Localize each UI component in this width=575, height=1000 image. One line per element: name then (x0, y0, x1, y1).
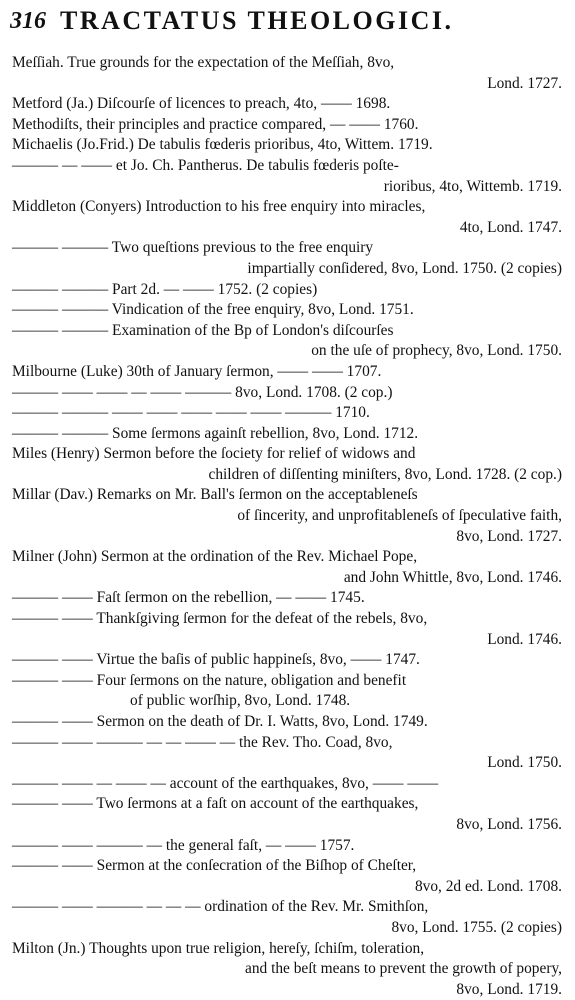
entry-line: Middleton (Conyers) Introduction to his free enquiry into miracles, (12, 198, 426, 216)
catalogue-entry (12, 733, 562, 774)
catalogue-entry (12, 403, 562, 424)
entry-line: Methodiſts, their principles and practice compared, — —— 1760. (12, 115, 419, 133)
running-title: TRACTATUS THEOLOGICI. (60, 6, 454, 35)
catalogue-entry (12, 383, 562, 404)
entry-line-continued: of public worſhip, 8vo, Lond. 1748. (130, 692, 351, 710)
catalogue-entry (12, 424, 562, 445)
catalogue-entry (12, 94, 562, 115)
catalogue-entry (12, 939, 562, 1000)
catalogue-entry (12, 774, 562, 795)
catalogue-entry (12, 836, 562, 857)
entry-line: ——— —— Thankſgiving ſermon for the defeat of the rebels, 8vo, (12, 610, 428, 628)
entry-line-continued: and John Whittle, 8vo, Lond. 1746. (343, 568, 562, 586)
entry-line: ——— —— Virtue the baſis of public happineſs, 8vo, —— 1747. (12, 651, 420, 669)
catalogue-entry (12, 238, 562, 279)
catalogue-entry (12, 897, 562, 938)
catalogue-entry (12, 609, 562, 650)
entry-line: ——— ——— Part 2d. — —— 1752. (2 copies) (12, 280, 318, 298)
catalogue-entry (12, 547, 562, 588)
entry-line-continued: Lond. 1746. (487, 630, 562, 648)
entry-line: ——— —— Four ſermons on the nature, obligation and benefit (12, 671, 407, 689)
entry-line: ——— ——— —— —— —— —— —— ——— 1710. (12, 404, 370, 422)
catalogue-entry (12, 321, 562, 362)
entry-line-continued: 8vo, 2d ed. Lond. 1708. (414, 877, 562, 895)
page-number: 316 (10, 8, 46, 34)
entry-line: Milton (Jn.) Thoughts upon true religion, hereſy, ſchiſm, toleration, (12, 939, 425, 957)
catalogue-entry (12, 485, 562, 547)
entry-line-continued: children of diſſenting miniſters, 8vo, Lond. 1728. (2 cop.) (208, 465, 562, 483)
entry-line: ——— —— —— — —— ——— 8vo, Lond. 1708. (2 cop.) (12, 383, 393, 401)
entry-line-continued: Lond. 1727. (487, 74, 562, 92)
entry-line: ——— —— Two ſermons at a faſt on account of the earthquakes, (12, 795, 419, 813)
entry-line: Michaelis (Jo.Frid.) De tabulis fœderis prioribus, 4to, Wittem. 1719. (12, 136, 433, 154)
catalogue-entry (12, 794, 562, 835)
entry-line-continued: 8vo, Lond. 1727. (456, 527, 562, 545)
catalogue-entry (12, 156, 562, 197)
entry-line: ——— —— Sermon on the death of Dr. I. Watts, 8vo, Lond. 1749. (12, 713, 428, 730)
entry-line: Millar (Dav.) Remarks on Mr. Ball's ſermon on the acceptableneſs (12, 486, 418, 504)
entry-line-continued: rioribus, 4to, Wittemb. 1719. (383, 177, 562, 195)
entry-line-continued: 4to, Lond. 1747. (459, 218, 562, 236)
catalogue-entry (12, 362, 562, 383)
catalogue-entry (12, 444, 562, 485)
entry-line: Metford (Ja.) Diſcourſe of licences to preach, 4to, —— 1698. (12, 95, 391, 113)
entry-line: Miles (Henry) Sermon before the ſociety for relief of widows and (12, 445, 416, 463)
entry-line: ——— ——— Vindication of the free enquiry, 8vo, Lond. 1751. (12, 301, 414, 319)
entry-line: ——— —— ——— — — —— — the Rev. Tho. Coad, 8vo, (12, 733, 393, 751)
page-header (10, 4, 565, 40)
entry-line: Milbourne (Luke) 30th of January ſermon, —— —— 1707. (12, 362, 382, 380)
entry-line: ——— —— — —— — account of the earthquakes, 8vo, —— —— (12, 774, 439, 792)
catalogue-entry (12, 650, 562, 671)
entry-line-continued: 8vo, Lond. 1719. (456, 980, 562, 998)
entry-line: ——— —— ——— — — — ordination of the Rev. Mr. Smithſon, (12, 898, 429, 916)
catalogue-entry (12, 300, 562, 321)
catalogue-entry (12, 135, 562, 156)
entry-line-continued: on the uſe of prophecy, 8vo, Lond. 1750. (311, 342, 562, 360)
entry-line: ——— ——— Examination of the Bp of London's diſcourſes (12, 321, 394, 339)
entry-line: ——— —— ——— — the general faſt, — —— 1757. (12, 836, 355, 854)
entry-line: ——— — —— et Jo. Ch. Pantherus. De tabulis fœderis poſte- (12, 156, 399, 174)
entry-line-continued: of ſincerity, and unprofitableneſs of ſpeculative faith, (237, 507, 562, 525)
catalogue-entries (12, 53, 562, 1000)
entry-line-continued: and the beſt means to prevent the growth of popery, (245, 960, 562, 978)
catalogue-entry (12, 856, 562, 897)
entry-line: Meſſiah. True grounds for the expectation of the Meſſiah, 8vo, (12, 54, 395, 71)
entry-line: ——— ——— Some ſermons againſt rebellion, 8vo, Lond. 1712. (12, 424, 419, 442)
entry-line-continued: 8vo, Lond. 1755. (2 copies) (391, 918, 562, 936)
entry-line-continued: Lond. 1750. (487, 754, 562, 772)
catalogue-entry (12, 280, 562, 301)
entry-line: ——— ——— Two queſtions previous to the free enquiry (12, 239, 374, 257)
catalogue-entry (12, 588, 562, 609)
catalogue-entry (12, 712, 562, 733)
catalogue-entry (12, 671, 562, 712)
entry-line: ——— —— Faſt ſermon on the rebellion, — —— 1745. (12, 589, 365, 607)
catalogue-entry (12, 115, 562, 136)
entry-line-continued: 8vo, Lond. 1756. (456, 815, 562, 833)
catalogue-entry (12, 197, 562, 238)
entry-line: ——— —— Sermon at the conſecration of the Biſhop of Cheſter, (12, 857, 417, 875)
entry-line-continued: impartially conſidered, 8vo, Lond. 1750. (2 copies) (247, 259, 562, 277)
catalogue-entry (12, 53, 562, 94)
entry-line: Milner (John) Sermon at the ordination of the Rev. Michael Pope, (12, 548, 418, 566)
